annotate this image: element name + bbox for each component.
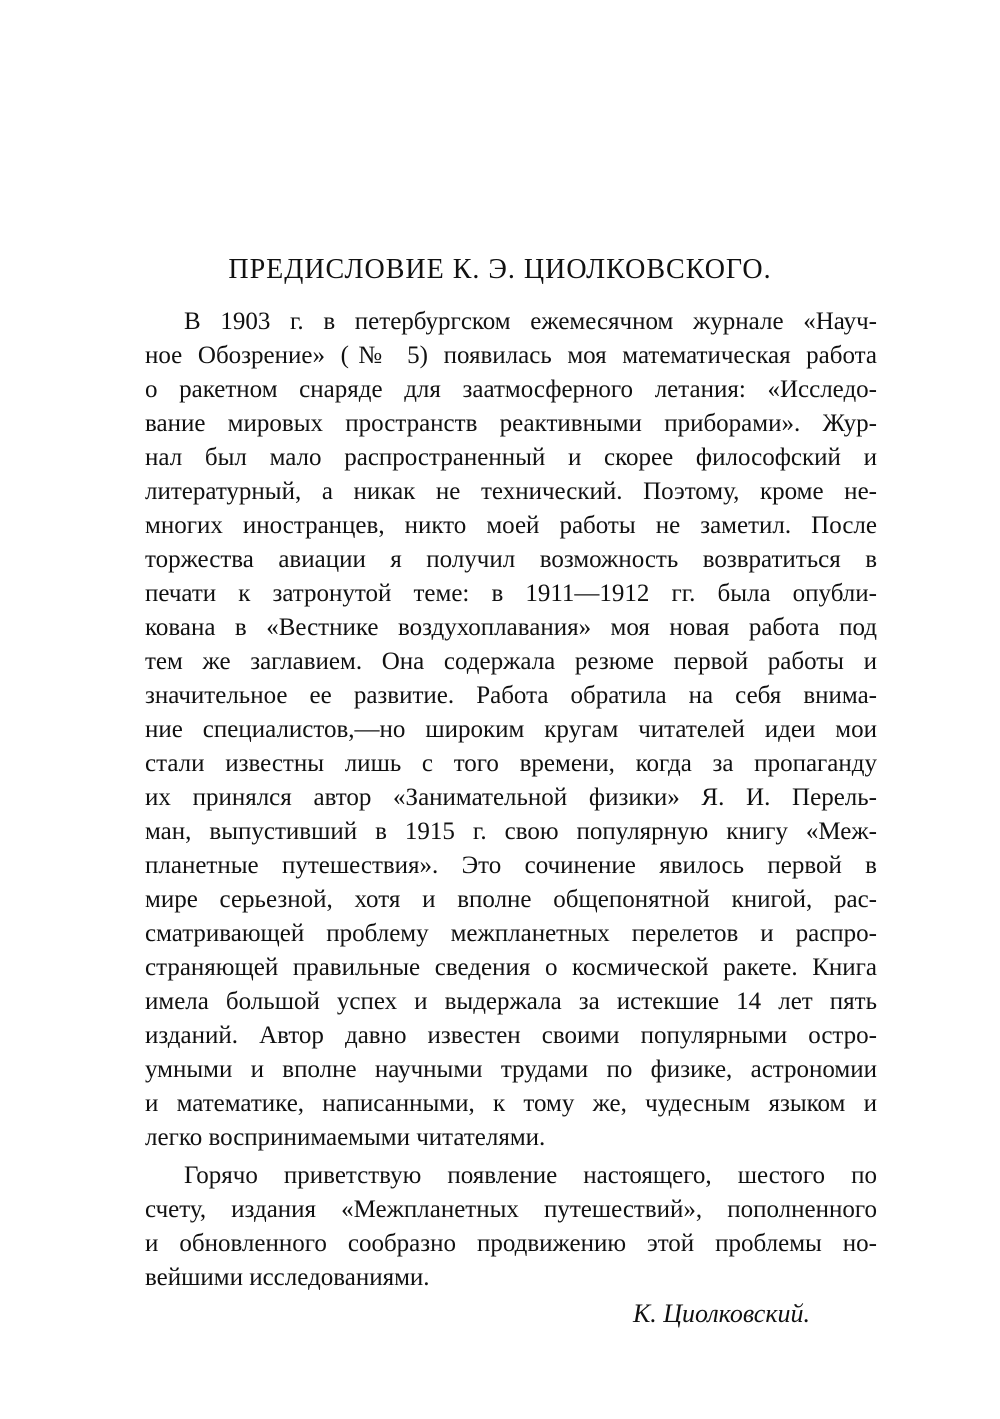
text-line: вейшими исследованиями. — [145, 1264, 430, 1291]
text-line: ное Обозрение» (№ 5) появилась моя математическая работа — [145, 342, 877, 369]
text-line: тем же заглавием. Она содержала резюме первой работы и — [145, 648, 877, 675]
author-signature: К. Циолковский. — [632, 1299, 810, 1328]
text-line: имела большой успех и выдержала за истекшие 14 лет пять — [145, 988, 877, 1015]
text-line: ние специалистов,—но широким кругам читателей идеи мои — [145, 716, 877, 743]
text-line: литературный, а никак не технический. Поэтому, кроме не- — [145, 478, 877, 505]
text-line: значительное ее развитие. Работа обратила на себя внима- — [145, 682, 877, 709]
text-line: счету, издания «Межпланетных путешествий», пополненного — [145, 1196, 877, 1223]
text-line: планетные путешествия». Это сочинение явилось первой в — [145, 852, 877, 879]
text-line: многих иностранцев, никто моей работы не заметил. После — [145, 512, 877, 539]
text-line: изданий. Автор давно известен своими популярными остро- — [145, 1022, 877, 1049]
text-line: В 1903 г. в петербургском ежемесячном журнале «Науч- — [184, 308, 877, 335]
text-line: умными и вполне научными трудами по физике, астрономии — [145, 1056, 877, 1083]
text-line: страняющей правильные сведения о космической ракете. Книга — [145, 954, 877, 981]
text-line: их принялся автор «Занимательной физики» Я. И. Перель- — [145, 784, 877, 811]
text-line: мире серьезной, хотя и вполне общепонятной книгой, рас- — [145, 886, 877, 913]
text-line: о ракетном снаряде для заатмосферного летания: «Исследо- — [145, 376, 877, 403]
text-line: и математике, написанными, к тому же, чудесным языком и — [145, 1090, 877, 1117]
text-line: сматривающей проблему межпланетных перелетов и распро- — [145, 920, 877, 947]
text-line: легко воспринимаемыми читателями. — [145, 1124, 546, 1151]
text-line: стали известны лишь с того времени, когда за пропаганду — [145, 750, 877, 777]
page-title: ПРЕДИСЛОВИЕ К. Э. ЦИОЛКОВСКОГО. — [228, 254, 772, 285]
text-line: торжества авиации я получил возможность возвратиться в — [145, 546, 877, 573]
text-line: ман, выпустивший в 1915 г. свою популярную книгу «Меж- — [145, 818, 877, 845]
text-line: вание мировых пространств реактивными приборами». Жур- — [145, 410, 877, 437]
text-line: и обновленного сообразно продвижению этой проблемы но- — [145, 1230, 877, 1257]
text-line: кована в «Вестнике воздухоплавания» моя новая работа под — [145, 614, 877, 641]
text-line: печати к затронутой теме: в 1911—1912 гг. была опубли- — [145, 580, 877, 607]
text-line: нал был мало распространенный и скорее философский и — [145, 444, 877, 471]
text-line: Горячо приветствую появление настоящего, шестого по — [184, 1162, 877, 1189]
